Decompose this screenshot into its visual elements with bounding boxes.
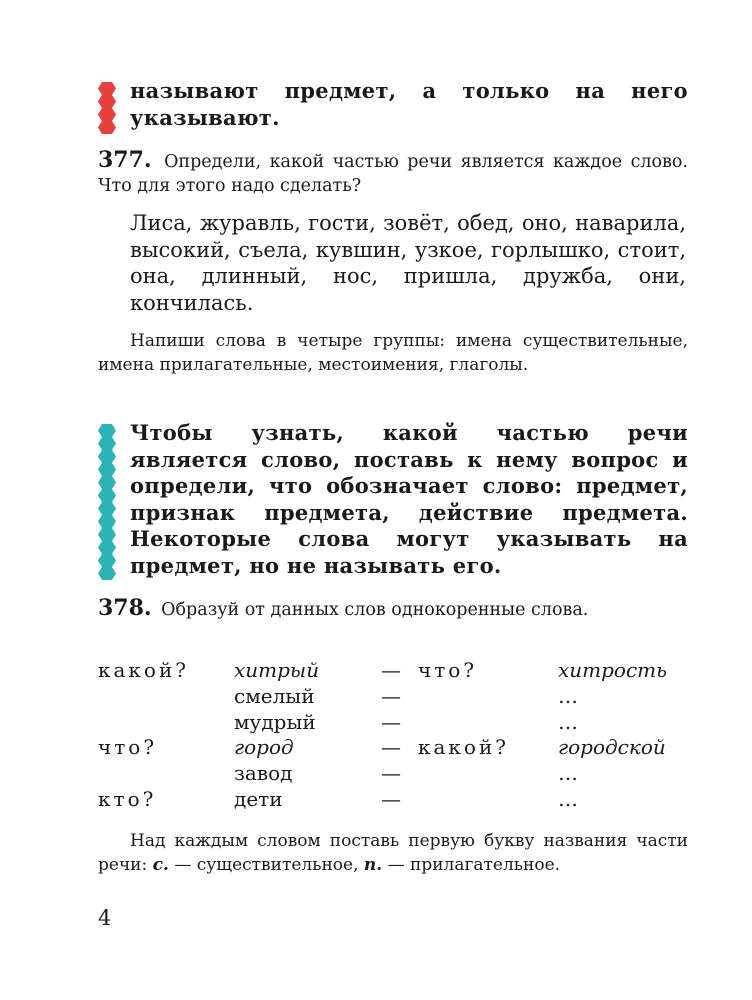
table-row <box>98 735 688 761</box>
result-placeholder: … <box>558 786 578 811</box>
exercise-378 <box>98 596 688 622</box>
teal-zigzag-marker-icon <box>98 424 116 580</box>
table-row <box>98 684 688 710</box>
dash: — <box>381 735 401 760</box>
question-left: кто? <box>98 786 157 811</box>
result-placeholder: … <box>558 709 578 734</box>
dash: — <box>381 786 401 811</box>
question-left: что? <box>98 735 158 760</box>
exercise-number: 377. <box>98 147 152 173</box>
exercise-377-word-list: Лиса, журавль, гости, зовёт, обед, оно, наварила, высокий, съела, кувшин, узкое, горлышко, стоит, она, длинный, нос, пришла, дружба, они, кончилась. <box>130 211 686 315</box>
result-word: хитрость <box>558 658 668 682</box>
result-word: городской <box>558 735 666 760</box>
rule-text-middle: Чтобы узнать, какой частью речи является слово, поставь к нему вопрос и определи, что обозначает слово: предмет, признак предмета, действие предмета. Некоторые слова могут указывать на предмет, но не называть его. <box>130 420 688 578</box>
question-left: какой? <box>98 658 190 682</box>
exercise-number: 378. <box>98 595 152 621</box>
exercise-377 <box>98 148 688 198</box>
source-word: город <box>234 735 294 760</box>
source-word: завод <box>234 761 293 786</box>
exercise-prompt: Определи, какой частью речи является каждое слово. Что для этого надо сделать? <box>98 152 688 196</box>
exercise-377-task: Напиши слова в четыре группы: имена существительные, имена прилагательные, местоимения, глаголы. <box>98 331 688 375</box>
rule-box-top <box>98 78 688 131</box>
task-text: Над каждым словом поставь первую букву названия части речи: <box>98 831 688 875</box>
table-row <box>98 710 688 736</box>
red-zigzag-marker-icon <box>98 82 116 134</box>
source-word: мудрый <box>234 709 316 734</box>
dash: — <box>381 658 401 682</box>
rule-box-middle <box>98 420 688 579</box>
result-placeholder: … <box>558 683 578 708</box>
exercise-378-task <box>98 830 688 877</box>
dash: — <box>381 709 401 734</box>
exercise-prompt: Образуй от данных слов однокоренные слова. <box>161 600 589 620</box>
task-text: — существительное, <box>168 854 364 875</box>
abbr-noun: с. <box>152 854 169 875</box>
page-number: 4 <box>98 906 112 930</box>
table-row <box>98 787 688 813</box>
exercise-377-header <box>98 148 688 198</box>
task-text: — прилагательное. <box>382 854 561 875</box>
question-right: какой? <box>418 735 510 760</box>
dash: — <box>381 683 401 708</box>
source-word: смелый <box>234 683 315 708</box>
abbr-adjective: п. <box>363 854 383 875</box>
word-formation-table <box>98 658 688 813</box>
source-word: хитрый <box>234 658 320 682</box>
table-row <box>98 761 688 787</box>
source-word: дети <box>234 786 283 811</box>
table-row <box>98 658 688 684</box>
question-right: что? <box>418 658 478 682</box>
rule-text-top: называют предмет, а только на него указывают. <box>130 78 688 130</box>
result-placeholder: … <box>558 761 578 786</box>
dash: — <box>381 761 401 786</box>
exercise-378-header <box>98 596 688 622</box>
